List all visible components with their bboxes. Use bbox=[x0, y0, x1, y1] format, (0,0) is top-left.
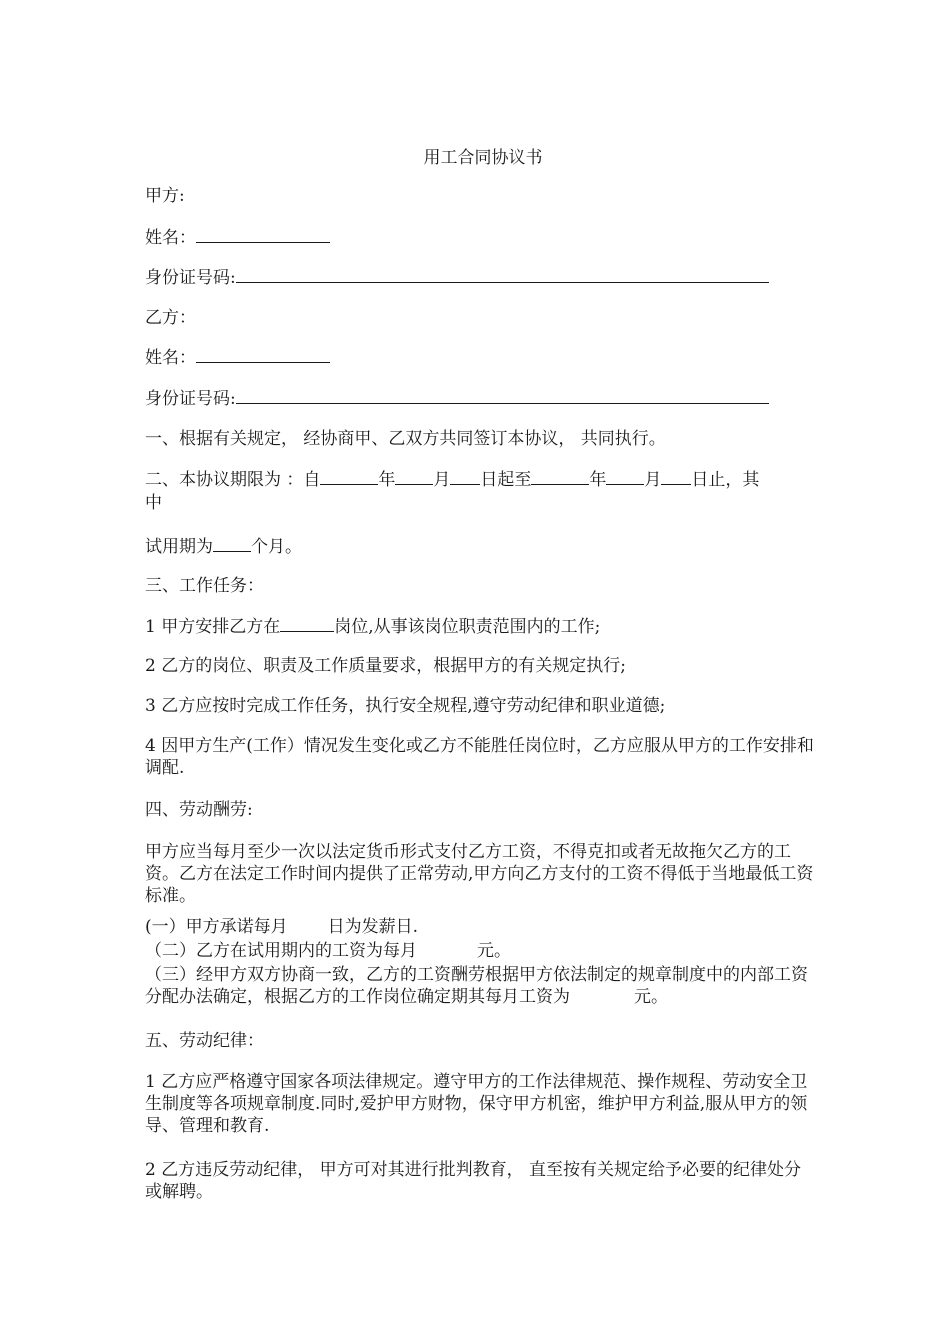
party-b-label: 乙方： bbox=[145, 308, 196, 328]
position-blank[interactable] bbox=[280, 615, 334, 632]
document-title: 用工合同协议书 bbox=[423, 148, 543, 168]
party-b-id-label: 身份证号码: bbox=[145, 389, 236, 409]
clause-2-text: 二、本协议期限为 ：自 bbox=[145, 470, 321, 490]
section-3-item-1 bbox=[145, 615, 600, 638]
party-b-name-blank[interactable] bbox=[196, 346, 330, 363]
party-b-name-row bbox=[145, 346, 330, 369]
day-end-label: 日止，其 bbox=[691, 470, 760, 490]
month-label: 月 bbox=[433, 470, 451, 490]
end-month-blank[interactable] bbox=[606, 468, 644, 485]
sub-3-text: （三）经甲方双方协商一致，乙方的工资酬劳根据甲方依法制定的规章制度中的内部工资分配办法确定，根据乙方的工作岗位确定期其每月工资为 bbox=[145, 965, 808, 1007]
section-4-sub-2 bbox=[145, 940, 511, 962]
end-day-blank[interactable] bbox=[661, 468, 691, 485]
start-year-blank[interactable] bbox=[320, 468, 378, 485]
day-from-to-label: 日起至 bbox=[480, 470, 532, 490]
clause-1: 一、根据有关规定， 经协商甲、乙双方共同签订本协议， 共同执行。 bbox=[145, 429, 666, 449]
start-month-blank[interactable] bbox=[395, 468, 433, 485]
section-4-body: 甲方应当每月至少一次以法定货币形式支付乙方工资，不得克扣或者无故拖欠乙方的工资。乙方在法定工作时间内提供了正常劳动,甲方向乙方支付的工资不得低于当地最低工资标准。 bbox=[145, 842, 814, 906]
end-year-blank[interactable] bbox=[531, 468, 589, 485]
section-4-sub-3 bbox=[145, 964, 817, 1008]
party-a-name-row bbox=[145, 226, 330, 249]
trial-period-label: 试用期为 bbox=[145, 537, 213, 557]
sub-2-unit: 元。 bbox=[477, 941, 511, 961]
section-3-heading: 三、工作任务： bbox=[145, 576, 264, 596]
party-a-id-row bbox=[145, 266, 769, 289]
party-a-id-label: 身份证号码: bbox=[145, 268, 236, 288]
section-4-sub-1 bbox=[145, 916, 418, 938]
item-1-text-end: 岗位,从事该岗位职责范围内的工作; bbox=[334, 617, 601, 637]
party-a-name-label: 姓名： bbox=[145, 228, 196, 248]
section-4-heading: 四、劳动酬劳: bbox=[145, 800, 253, 820]
year-label: 年 bbox=[589, 470, 607, 490]
party-a-id-blank[interactable] bbox=[236, 266, 769, 283]
sub-1-text-end: 日为发薪日. bbox=[327, 917, 419, 937]
party-b-id-blank[interactable] bbox=[236, 387, 769, 404]
trial-months-unit: 个月。 bbox=[251, 537, 302, 557]
party-a-label: 甲方: bbox=[145, 186, 185, 206]
trial-period-row bbox=[145, 535, 302, 558]
party-a-name-blank[interactable] bbox=[196, 226, 330, 243]
section-5-heading: 五、劳动纪律： bbox=[145, 1031, 264, 1051]
party-b-name-label: 姓名： bbox=[145, 348, 196, 368]
section-3-item-4: 4 因甲方生产(工作）情况发生变化或乙方不能胜任岗位时，乙方应服从甲方的工作安排和调配. bbox=[145, 736, 814, 778]
sub-3-unit: 元。 bbox=[634, 987, 668, 1007]
start-day-blank[interactable] bbox=[450, 468, 480, 485]
clause-2-row bbox=[145, 468, 759, 491]
section-3-item-2: 2 乙方的岗位、职责及工作质量要求，根据甲方的有关规定执行; bbox=[145, 656, 626, 676]
sub-2-text: （二）乙方在试用期内的工资为每月 bbox=[145, 941, 417, 961]
trial-months-blank[interactable] bbox=[213, 535, 251, 552]
month-label: 月 bbox=[644, 470, 662, 490]
sub-1-text: (一）甲方承诺每月 bbox=[145, 917, 288, 937]
section-5-item-2: 2 乙方违反劳动纪律， 甲方可对其进行批判教育， 直至按有关规定给予必要的纪律处分或解聘。 bbox=[145, 1160, 802, 1202]
item-1-text: 1 甲方安排乙方在 bbox=[145, 617, 281, 637]
section-3-item-3: 3 乙方应按时完成工作任务，执行安全规程,遵守劳动纪律和职业道德; bbox=[145, 696, 666, 716]
clause-2-continuation: 中 bbox=[145, 493, 162, 513]
party-b-id-row bbox=[145, 387, 769, 410]
section-5-item-1: 1 乙方应严格遵守国家各项法律规定。遵守甲方的工作法律规范、操作规程、劳动安全卫生制度等各项规章制度.同时,爱护甲方财物，保守甲方机密，维护甲方利益,服从甲方的领导、管理和教育. bbox=[145, 1072, 808, 1136]
year-label: 年 bbox=[378, 470, 396, 490]
